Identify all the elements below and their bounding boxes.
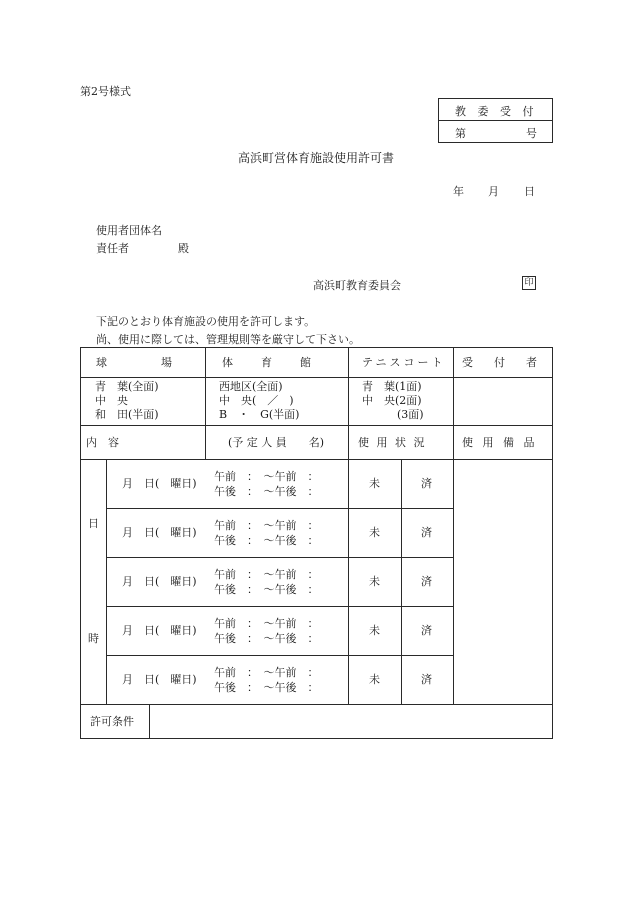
reception-number-prefix: 第 <box>455 127 466 140</box>
status-not-used: 未 <box>369 575 380 588</box>
responsible-label: 責任者 <box>96 242 129 255</box>
schedule-date: 月 日( 曜日) <box>122 673 197 686</box>
conditions-label: 許可条件 <box>90 715 134 728</box>
seal-mark: 印 <box>522 276 536 290</box>
tennis-option: 青 葉(1面) <box>362 380 422 393</box>
ballfield-option: 和 田(半面) <box>95 408 159 421</box>
status-not-used: 未 <box>369 624 380 637</box>
ballfield-option: 青 葉(全面) <box>95 380 159 393</box>
tennis-option: 中 央(2面) <box>362 394 422 407</box>
status-used: 済 <box>421 673 432 686</box>
status-used: 済 <box>421 575 432 588</box>
status-not-used: 未 <box>369 526 380 539</box>
schedule-am: 午前 ： ～午前 ： <box>214 666 319 679</box>
schedule-date: 月 日( 曜日) <box>122 624 197 637</box>
schedule-side-time: 時 <box>88 632 99 645</box>
header-ballfield: 球 場 <box>96 356 174 369</box>
date-year: 年 <box>453 185 464 198</box>
honorific: 殿 <box>178 242 189 255</box>
group-name-label: 使用者団体名 <box>96 224 162 237</box>
note-line-2: 尚、使用に際しては、管理規則等を厳守して下さい。 <box>96 333 360 346</box>
equipment-label: 使 用 備 品 <box>462 436 538 449</box>
date-month: 月 <box>488 185 499 198</box>
schedule-side-day: 日 <box>88 517 99 530</box>
schedule-pm: 午後 ： ～午後 ： <box>214 485 319 498</box>
content-label: 内 容 <box>86 436 119 449</box>
status-used: 済 <box>421 624 432 637</box>
status-used: 済 <box>421 477 432 490</box>
status-used: 済 <box>421 526 432 539</box>
schedule-am: 午前 ： ～午前 ： <box>214 568 319 581</box>
schedule-pm: 午後 ： ～午後 ： <box>214 632 319 645</box>
gym-option: 中 央( ／ ) <box>219 394 294 407</box>
gym-option: 西地区(全面) <box>219 380 283 393</box>
header-receiver: 受 付 者 <box>462 356 542 369</box>
usage-status-label: 使 用 状 況 <box>358 436 427 449</box>
planned-people-label: (予 定 人 員 名) <box>228 436 325 449</box>
status-not-used: 未 <box>369 477 380 490</box>
schedule-date: 月 日( 曜日) <box>122 575 197 588</box>
schedule-am: 午前 ： ～午前 ： <box>214 470 319 483</box>
reception-label: 教 委 受 付 <box>455 105 538 118</box>
schedule-pm: 午後 ： ～午後 ： <box>214 534 319 547</box>
issuer-name: 高浜町教育委員会 <box>313 279 401 292</box>
schedule-am: 午前 ： ～午前 ： <box>214 519 319 532</box>
schedule-date: 月 日( 曜日) <box>122 477 197 490</box>
reception-number-suffix: 号 <box>526 127 537 140</box>
page-title: 高浜町営体育施設使用許可書 <box>238 151 395 165</box>
schedule-am: 午前 ： ～午前 ： <box>214 617 319 630</box>
ballfield-option: 中 央 <box>95 394 128 407</box>
tennis-option: (3面) <box>397 408 424 421</box>
schedule-pm: 午後 ： ～午後 ： <box>214 681 319 694</box>
status-not-used: 未 <box>369 673 380 686</box>
header-tennis: テニスコート <box>362 356 446 369</box>
gym-option: B ・ G(半面) <box>219 408 300 421</box>
form-number: 第2号様式 <box>80 85 131 98</box>
header-gym: 体 育 館 <box>222 356 313 369</box>
date-day: 日 <box>524 185 535 198</box>
schedule-date: 月 日( 曜日) <box>122 526 197 539</box>
note-line-1: 下記のとおり体育施設の使用を許可します。 <box>96 315 316 328</box>
schedule-pm: 午後 ： ～午後 ： <box>214 583 319 596</box>
